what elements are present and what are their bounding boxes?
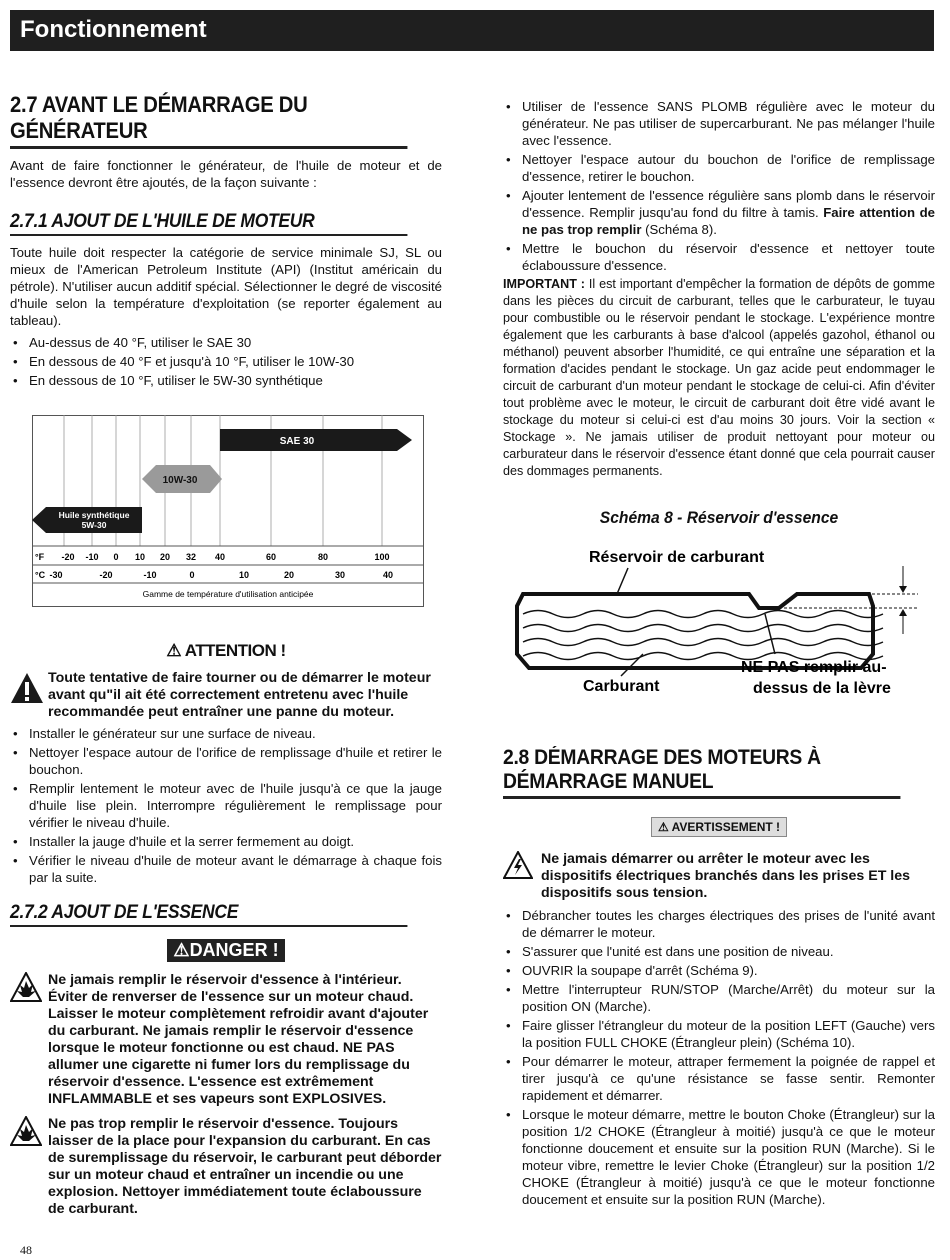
explosion-hazard-icon — [10, 1116, 42, 1146]
tank-label: Réservoir de carburant — [589, 549, 765, 566]
section-2-8-title: 2.8 DÉMARRAGE DES MOTEURS À DÉMARRAGE MANUEL — [503, 746, 900, 799]
f-tick-label: 10 — [134, 552, 146, 562]
fuel-step-ref: (Schéma 8). — [641, 222, 717, 237]
important-label: IMPORTANT : — [503, 277, 585, 291]
left-column — [10, 92, 442, 1218]
warning-icon — [10, 672, 44, 704]
c-tick-label: -10 — [143, 570, 157, 580]
oil-steps-list — [10, 725, 442, 886]
list-item: • S'assurer que l'unité est dans une position de niveau. — [503, 943, 935, 960]
sae30-arrow — [220, 429, 412, 451]
f-tick-label: -20 — [61, 552, 75, 562]
list-item: • Installer le générateur sur une surface de niveau. — [10, 725, 442, 742]
10w30-label: 10W-30 — [162, 475, 198, 486]
c-tick-label: 10 — [238, 570, 250, 580]
f-tick-label: 60 — [265, 552, 277, 562]
f-tick-label: 0 — [113, 552, 119, 562]
f-axis-label: °F — [35, 552, 45, 562]
fuel-step-bold: Faire attention de ne pas trop remplir — [522, 205, 935, 237]
list-item: • Faire glisser l'étrangleur du moteur de la position LEFT (Gauche) vers la position FULL CHOKE (Étrangleur plein) (Schéma 10). — [503, 1017, 935, 1051]
fuel-tank-diagram — [503, 536, 935, 716]
list-item: • En dessous de 10 °F, utiliser le 5W-30 synthétique — [10, 372, 442, 389]
section-2-7-1-title: 2.7.1 AJOUT DE L'HUILE DE MOTEUR — [10, 211, 407, 236]
danger-text-1: Ne jamais remplir le réservoir d'essence à l'intérieur. Éviter de renverser de l'essence sur un moteur chaud. Laisser le moteur complètement refroidir avant d'ajouter du carburant. Ne jamais remplir le réservoir d'essence lorsque le moteur fonctionne ou est chaud. NE PAS allumer une cigarette ni fumer lors du remplissage du réservoir d'essence. L'essence est extrêmement INFLAMMABLE et ses vapeurs sont EXPLOSIVES. — [48, 972, 429, 1107]
danger-title: DANGER ! — [189, 940, 279, 960]
fuel-list — [503, 98, 935, 274]
f-tick-label: 40 — [214, 552, 226, 562]
danger-text-2: Ne pas trop remplir le réservoir d'essence. Toujours laisser de la place pour l'expansion du carburant. En cas de suremplissage du réservoir, le carburant peut déborder sur un moteur chaud et entraîner un incendie ou une explosion. Nettoyer immédiatement toute éclaboussure de carburant. — [48, 1116, 442, 1217]
lip-label-2: dessus de la lèvre — [753, 680, 891, 697]
f-tick-label: 20 — [159, 552, 171, 562]
avertissement-block — [503, 851, 935, 902]
attention-title: ATTENTION ! — [184, 641, 286, 660]
attention-block — [10, 670, 442, 721]
section-2-7-2-title: 2.7.2 AJOUT DE L'ESSENCE — [10, 902, 407, 927]
lip-label-1: NE PAS remplir au- — [741, 659, 887, 676]
danger-heading: ⚠︎DANGER ! — [10, 939, 442, 962]
section-2-7-title: 2.7 AVANT LE DÉMARRAGE DU GÉNÉRATEUR — [10, 92, 407, 149]
c-axis-label: °C — [35, 570, 46, 580]
avertissement-heading: ⚠︎ AVERTISSEMENT ! — [503, 817, 935, 837]
chart-caption: Gamme de température d'utilisation anticipée — [142, 589, 314, 599]
list-item: • Mettre le bouchon du réservoir d'essence et nettoyer toute éclaboussure d'essence. — [503, 240, 935, 274]
f-tick-label: 100 — [374, 552, 390, 562]
list-item: • Remplir lentement le moteur avec de l'huile jusqu'à ce que la jauge d'huile lise plein. Interrompre régulièrement le remplissage pour vérifier le niveau d'huile. — [10, 780, 442, 831]
page-header — [10, 10, 934, 51]
list-item — [503, 187, 935, 238]
header-title: Fonctionnement — [20, 16, 207, 43]
list-item: • Débrancher toutes les charges électriques des prises de l'unité avant de démarrer le moteur. — [503, 907, 935, 941]
c-tick-label: 40 — [382, 570, 394, 580]
list-item: • Utiliser de l'essence SANS PLOMB régulière avec le moteur du générateur. Ne pas utiliser de supercarburant. Ne pas mélanger l'huile avec l'essence. — [503, 98, 935, 149]
fuel-step-text: Ajouter lentement de l'essence régulière sans plomb dans le réservoir d'essence. Remplir jusqu'au fond du filtre à tamis. — [522, 188, 935, 220]
list-item: • Nettoyer l'espace autour du bouchon de l'orifice de remplissage d'essence, retirer le bouchon. — [503, 151, 935, 185]
attention-text: Toute tentative de faire tourner ou de démarrer le moteur avant qu"il ait été correctement entretenu avec l'huile recommandée peut entraîner une panne du moteur. — [48, 670, 431, 720]
c-tick-label: 0 — [189, 570, 195, 580]
danger-block-2 — [10, 1116, 442, 1218]
list-item: • Au-dessus de 40 °F, utiliser le SAE 30 — [10, 334, 442, 351]
warning-title: AVERTISSEMENT ! — [671, 820, 781, 834]
list-item: • En dessous de 40 °F et jusqu'à 10 °F, utiliser le 10W-30 — [10, 353, 442, 370]
list-item: • Lorsque le moteur démarre, mettre le bouton Choke (Étrangleur) sur la position 1/2 CHOKE (Étrangleur à moitié) jusqu'à ce que le moteur fonctionne doucement et ensuite sur la position RUN (Marche). Si le moteur vibre, remettre le levier Choke (Étrangleur) sur la position 1/2 CHOKE (Étrangleur à moitié) jusqu'à ce que le moteur fonctionne doucement et ensuite sur la position RUN (Marche). — [503, 1106, 935, 1208]
attention-heading: ⚠︎ ATTENTION ! — [166, 641, 286, 660]
start-steps-list — [503, 907, 935, 1208]
f-tick-label: 80 — [317, 552, 329, 562]
f-tick-label: -10 — [85, 552, 99, 562]
list-item: • Vérifier le niveau d'huile de moteur avant le démarrage à chaque fois par la suite. — [10, 852, 442, 886]
list-item: • Pour démarrer le moteur, attraper fermement la poignée de rappel et tirer jusqu'à ce qu'une résistance se fasse sentir. Remonter rapidement et démarrer. — [503, 1053, 935, 1104]
synthetic-label-2: 5W-30 — [81, 520, 107, 530]
c-tick-label: -30 — [49, 570, 63, 580]
fuel-label: Carburant — [583, 678, 660, 695]
fire-hazard-icon — [10, 972, 42, 1002]
list-item: • Nettoyer l'espace autour de l'orifice de remplissage d'huile et retirer le bouchon. — [10, 744, 442, 778]
figure-8-caption: Schéma 8 - Réservoir d'essence — [599, 508, 839, 527]
right-column — [503, 98, 935, 1210]
c-tick-label: 20 — [283, 570, 295, 580]
important-text: Il est important d'empêcher la formation de dépôts de gomme dans les pièces du circuit de carburant, telles que le carburateur, le tuyau pour combustible ou le réservoir pendant le stockage. L'expérience montre également que les carburants à base d'alcool (appelés gazohol, éthanol ou méthanol) peuvent absorber l'humidité, ce qui entraîne une séparation et la formation d'acides pendant le stockage. Un gaz acide peut endommager le circuit de carburant d'un moteur pendant le stockage de celui-ci. Afin d'éviter tout problème avec le moteur, le circuit de carburant doit être vidé avant le stockage du moteur si celui-ci est d'au moins 30 jours. Voir la section « Stockage ». Ne jamais utiliser de produit nettoyant pour moteur ou carburateur dans le réservoir d'essence étant donné que cela pourrait causer des dommages permanents. — [503, 277, 935, 478]
c-tick-label: 30 — [334, 570, 346, 580]
page-number: 48 — [20, 1243, 32, 1257]
synthetic-label-1: Huile synthétique — [58, 510, 130, 520]
danger-block-1 — [10, 972, 442, 1108]
section-2-7-intro: Avant de faire fonctionner le générateur, de l'huile de moteur et de l'essence devront être ajoutés, de la façon suivante : — [10, 158, 442, 190]
viscosity-chart — [32, 415, 424, 607]
sae30-label: SAE 30 — [279, 436, 315, 447]
list-item: • OUVRIR la soupape d'arrêt (Schéma 9). — [503, 962, 935, 979]
c-tick-label: -20 — [99, 570, 113, 580]
oil-list — [10, 334, 442, 389]
electric-hazard-icon — [503, 851, 533, 879]
important-paragraph — [503, 276, 935, 480]
warning-text: Ne jamais démarrer ou arrêter le moteur avec les dispositifs électriques branchés dans les prises ET les dispositifs sous tension. — [541, 851, 911, 901]
oil-paragraph: Toute huile doit respecter la catégorie de service minimale SJ, SL ou mieux de l'American Petroleum Institute (API) (Institut américain du pétrole). N'utiliser aucun additif spécial. Sélectionner le degré de viscosité d'huile selon la température d'exploitation (se reporter également au tableau). — [10, 245, 442, 328]
list-item: • Installer la jauge d'huile et la serrer fermement au doigt. — [10, 833, 442, 850]
f-tick-label: 32 — [185, 552, 197, 562]
list-item: • Mettre l'interrupteur RUN/STOP (Marche/Arrêt) du moteur sur la position ON (Marche). — [503, 981, 935, 1015]
